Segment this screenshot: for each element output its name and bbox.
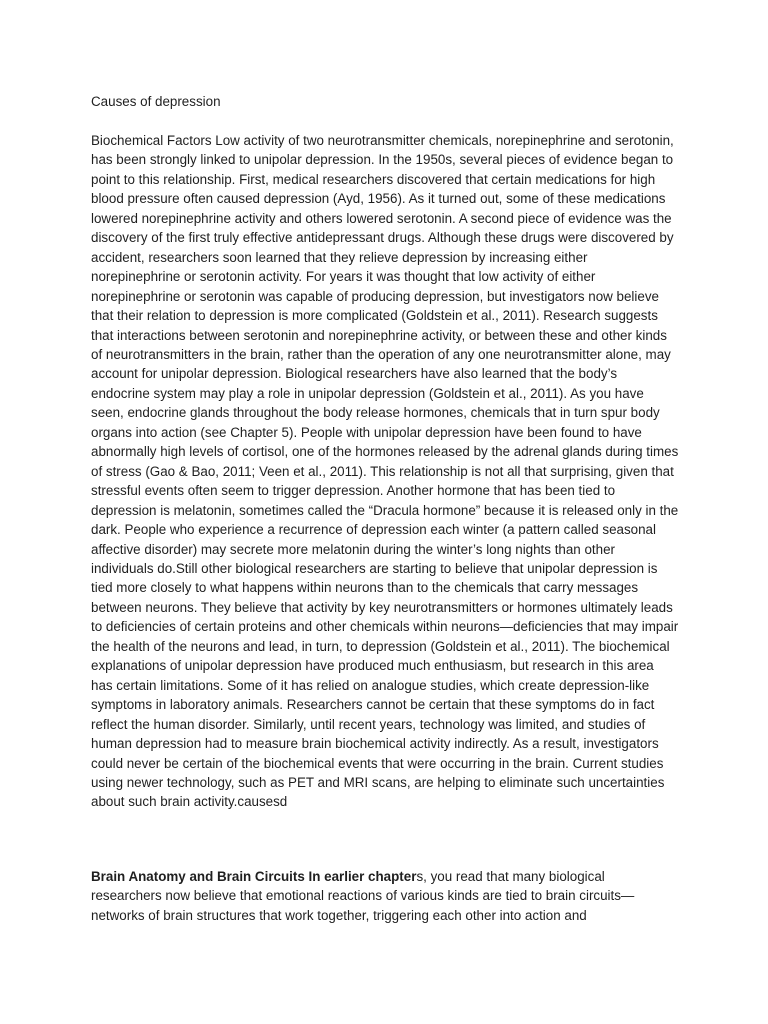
paragraph-brain-anatomy <box>91 867 679 925</box>
paragraph-biochemical-factors: Biochemical Factors Low activity of two neurotransmitter chemicals, norepinephrine and serotonin, has been strongly linked to unipolar depression. In the 1950s, several pieces of evidence began to point to this relationship. First, medical researchers discovered that certain medications for high blood pressure often caused depression (Ayd, 1956). As it turned out, some of these medications lowered norepinephrine activity and others lowered serotonin. A second piece of evidence was the discovery of the first truly effective antidepressant drugs. Although these drugs were discovered by accident, researchers soon learned that they relieve depression by increasing either norepinephrine or serotonin activity. For years it was thought that low activity of either norepinephrine or serotonin was capable of producing depression, but investigators now believe that their relation to depression is more complicated (Goldstein et al., 2011). Research suggests that interactions between serotonin and norepinephrine activity, or between these and other kinds of neurotransmitters in the brain, rather than the operation of any one neurotransmitter alone, may account for unipolar depression. Biological researchers have also learned that the body’s endocrine system may play a role in unipolar depression (Goldstein et al., 2011). As you have seen, endocrine glands throughout the body release hormones, chemicals that in turn spur body organs into action (see Chapter 5). People with unipolar depression have been found to have abnormally high levels of cortisol, one of the hormones released by the adrenal glands during times of stress (Gao & Bao, 2011; Veen et al., 2011). This relationship is not all that surprising, given that stressful events often seem to trigger depression. Another hormone that has been tied to depression is melatonin, sometimes called the “Dracula hormone” because it is released only in the dark. People who experience a recurrence of depression each winter (a pattern called seasonal affective disorder) may secrete more melatonin during the winter’s long nights than other individuals do.Still other biological researchers are starting to believe that unipolar depression is tied more closely to what happens within neurons than to the chemicals that carry messages between neurons. They believe that activity by key neurotransmitters or hormones ultimately leads to deficiencies of certain proteins and other chemicals within neurons—deficiencies that may impair the health of the neurons and lead, in turn, to depression (Goldstein et al., 2011). The biochemical explanations of unipolar depression have produced much enthusiasm, but research in this area has certain limitations. Some of it has relied on analogue studies, which create depression-like symptoms in laboratory animals. Researchers cannot be certain that these symptoms do in fact reflect the human disorder. Similarly, until recent years, technology was limited, and studies of human depression had to measure brain biochemical activity indirectly. As a result, investigators could never be certain of the biochemical events that were occurring in the brain. Current studies using newer technology, such as PET and MRI scans, are helping to eliminate such uncertainties about such brain activity.causesd <box>91 133 679 810</box>
paragraph-body-text: s, you read that many biological researchers now believe that emotional reactions of various kinds are tied to brain circuits—networks of brain structures that work together, triggering each other into action and <box>91 869 635 923</box>
document-title: Causes of depression <box>91 94 221 109</box>
paragraph-lead-bold: Brain Anatomy and Brain Circuits In earlier chapter <box>91 869 417 884</box>
